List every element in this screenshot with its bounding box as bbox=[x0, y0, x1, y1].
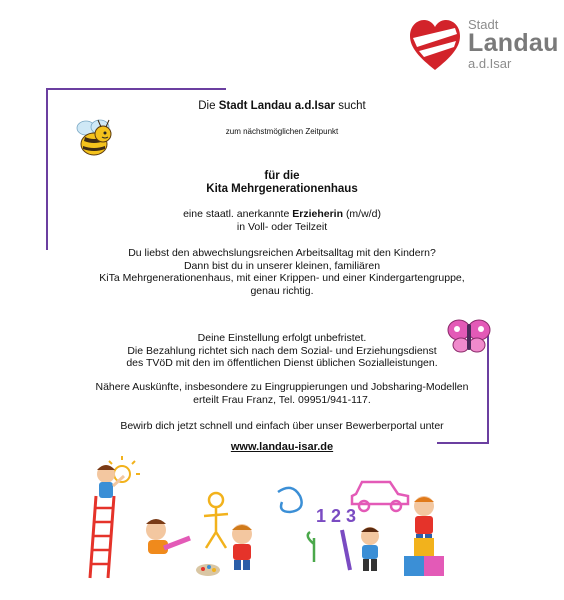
paragraph-line: Dann bist du in unserer kleinen, familiären bbox=[183, 259, 381, 272]
paragraph-line: KiTa Mehrgenerationenhaus, mit einer Krippen- und einer Kindergartengruppe, bbox=[99, 272, 465, 284]
flower-doodle bbox=[308, 532, 314, 562]
boy-center bbox=[232, 524, 252, 570]
kid-on-ladder bbox=[97, 465, 124, 498]
timing-line: zum nächstmöglichen Zeitpunkt bbox=[225, 127, 339, 136]
info-paragraph bbox=[0, 381, 564, 406]
toy-blocks bbox=[404, 538, 444, 576]
swirl-doodle bbox=[278, 488, 302, 512]
intro-prefix: Die bbox=[198, 100, 216, 112]
question-paragraph bbox=[0, 247, 564, 297]
ladder-illustration bbox=[90, 496, 114, 578]
facility-heading bbox=[0, 170, 564, 196]
logo-suffix: a.d.Isar bbox=[468, 56, 512, 71]
for-line: für die bbox=[264, 170, 300, 182]
paragraph-line: Deine Einstellung erfolgt unbefristet. bbox=[197, 332, 367, 344]
paragraph-line: des TVöD mit den im öffentlichen Dienst üblichen Sozialleistungen. bbox=[126, 357, 438, 369]
intro-line bbox=[0, 100, 564, 112]
role-prefix: eine staatl. anerkannte bbox=[183, 208, 290, 220]
numbers-doodle: 1 2 3 bbox=[316, 506, 357, 526]
logo-city-name: Landau bbox=[468, 29, 559, 57]
role-suffix: (m/w/d) bbox=[345, 208, 381, 220]
intro-suffix: sucht bbox=[338, 100, 366, 112]
apply-line: Bewirb dich jetzt schnell und einfach über unser Bewerberportal unter bbox=[120, 420, 444, 432]
hours-line: in Voll- oder Teilzeit bbox=[236, 220, 328, 233]
paragraph-line: genau richtig. bbox=[250, 284, 314, 297]
heart-logo-icon bbox=[410, 20, 460, 72]
paragraph-line: Du liebst den abwechslungsreichen Arbeitsalltag mit den Kindern? bbox=[128, 247, 436, 259]
facility-name: Kita Mehrgenerationenhaus bbox=[206, 183, 358, 195]
portal-link-text[interactable]: www.landau-isar.de bbox=[230, 441, 334, 453]
bee-icon bbox=[72, 118, 118, 162]
pencil-doodle bbox=[342, 530, 350, 570]
kid-small bbox=[361, 527, 379, 571]
stick-figure-doodle bbox=[204, 493, 228, 548]
terms-paragraph bbox=[0, 332, 564, 370]
paragraph-line: Nähere Auskünfte, insbesondere zu Eingruppierungen und Jobsharing-Modellen bbox=[95, 381, 469, 393]
paint-palette bbox=[196, 564, 220, 576]
frame-top-line bbox=[46, 88, 226, 90]
city-logo bbox=[468, 18, 559, 70]
car-doodle bbox=[352, 482, 408, 511]
role-title: Erzieherin bbox=[292, 208, 344, 220]
paragraph-line: erteilt Frau Franz, Tel. 09951/941-117. bbox=[193, 393, 371, 406]
intro-org: Stadt Landau a.d.Isar bbox=[218, 100, 336, 112]
paragraph-line: Die Bezahlung richtet sich nach dem Sozial- und Erziehungsdienst bbox=[127, 344, 437, 357]
role-block bbox=[0, 208, 564, 233]
logo-stadt: Stadt bbox=[468, 17, 499, 32]
children-drawing-illustration bbox=[78, 452, 450, 580]
child-drawing bbox=[146, 519, 190, 554]
